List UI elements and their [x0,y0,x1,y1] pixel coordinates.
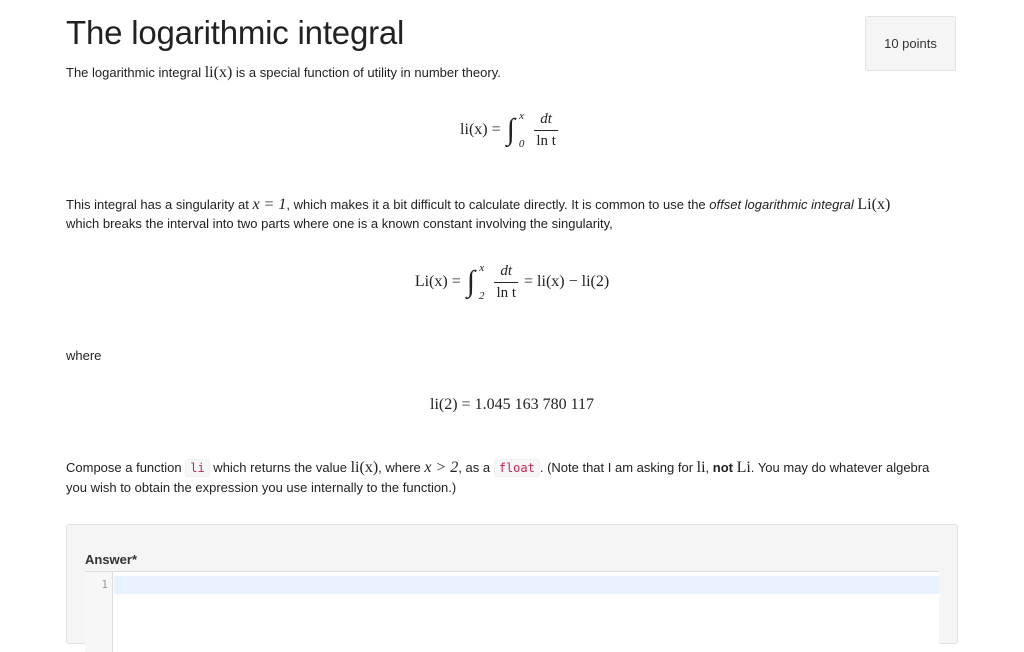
integral-limits [519,110,525,150]
task-text8: . You may do whatever algebra [750,460,930,475]
intro-text-end: is a special function of utility in number theory. [232,65,501,80]
integral-limits [479,262,485,302]
para2-text: This integral has a singularity at [66,197,253,212]
task-text6: , [705,460,713,475]
task-math-li: li [696,459,706,476]
intro-paragraph [66,63,956,82]
active-code-line[interactable] [114,576,939,594]
line-number-gutter [85,572,113,652]
equation-Li [0,262,1024,302]
points-badge: 10 points [865,16,956,71]
upper-limit: x [479,262,485,274]
para2-text2: , which makes it a bit difficult to calculate directly. It is common to use the [286,197,710,212]
task-text3: , where [378,460,425,475]
eq2-rhs: = li(x) − li(2) [524,273,610,290]
para2-emphasis: offset logarithmic integral [709,197,854,212]
equation-li2 [0,396,1024,414]
fraction-numerator: dt [500,262,513,279]
eq2-lhs: Li(x) = [414,273,461,290]
task-math-Li: Li [736,459,751,476]
fraction [534,111,558,150]
lower-limit: 0 [518,138,525,150]
task-text5: . (Note that I am asking for [539,460,697,475]
task-bold-not: not [712,460,733,475]
task-math-lix: li(x) [350,459,379,476]
para2-math-Li: Li(x) [857,196,891,213]
task-text9: you wish to obtain the expression you use internally to the function.) [66,480,457,495]
para2-text3: which breaks the interval into two parts where one is a known constant involving the singularity, [66,216,613,231]
intro-text: The logarithmic integral [66,65,205,80]
eq3-text: li(2) = 1.045 163 780 117 [430,396,594,413]
answer-label: Answer* [85,552,138,567]
integral-sign: ∫ [466,265,475,298]
fraction-numerator: dt [540,110,552,127]
code-editor[interactable] [85,571,939,652]
lower-limit: 2 [478,290,485,302]
fraction-denominator: ln t [496,284,517,301]
line-number: 1 [101,578,108,591]
task-text2: which returns the value [209,460,351,475]
integral-sign: ∫ [506,113,515,146]
para2-math-x1: x = 1 [252,196,287,213]
fraction-denominator: ln t [536,132,556,149]
answer-panel [66,524,958,644]
where-text: where [66,348,102,363]
intro-math: li(x) [204,64,233,81]
page-title: The logarithmic integral [66,14,405,51]
upper-limit: x [519,110,525,122]
singularity-paragraph [66,195,956,233]
task-math-cond: x > 2 [424,459,459,476]
task-paragraph [66,458,956,497]
task-text4: , as a [458,460,494,475]
code-li: li [185,459,209,477]
equation-li [0,110,1024,150]
code-float: float [494,459,540,477]
eq1-lhs: li(x) = [460,121,501,138]
fraction [494,263,518,302]
task-text: Compose a function [66,460,186,475]
